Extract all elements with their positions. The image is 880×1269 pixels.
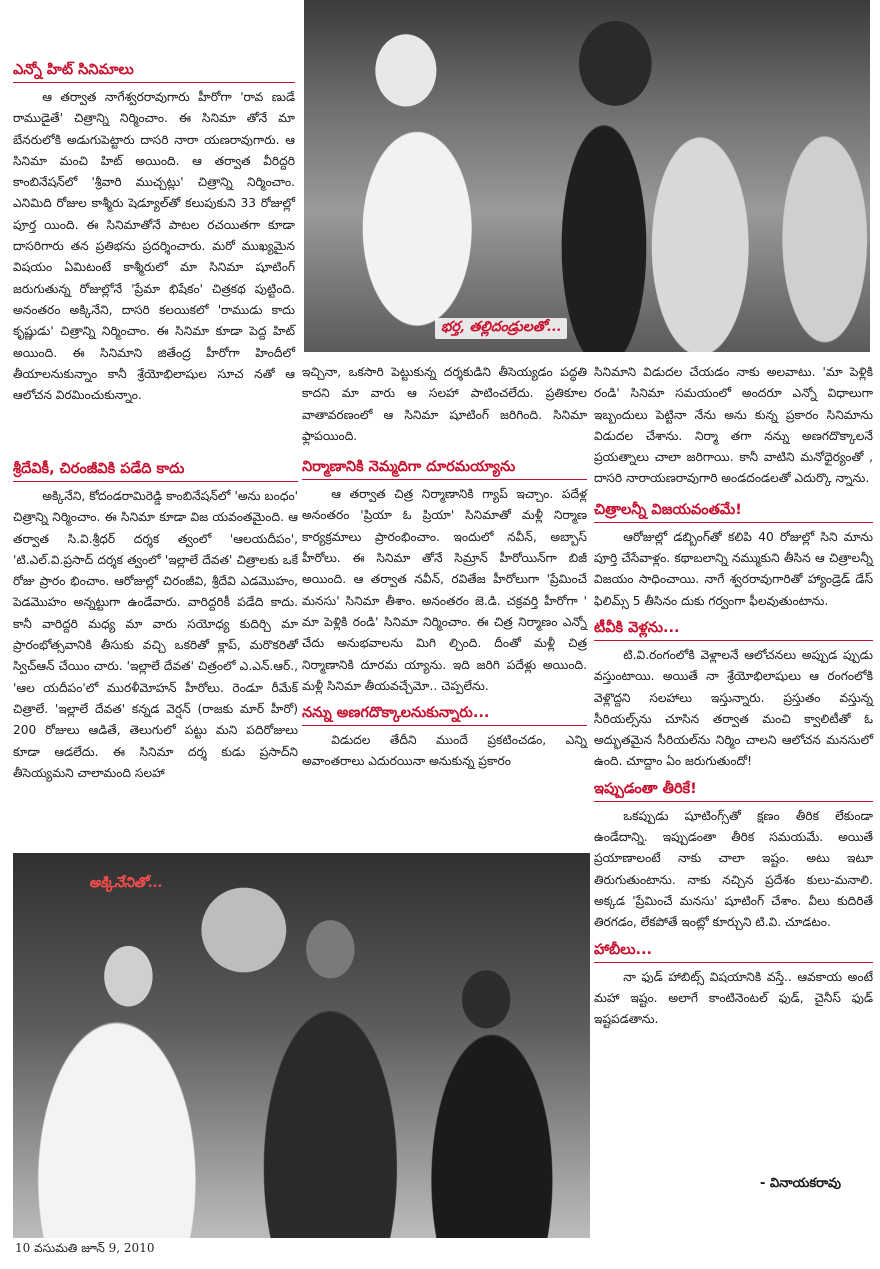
section-heading-suppressed: నన్ను అణగదొక్కాలనుకున్నారు... bbox=[302, 703, 587, 726]
column-3 bbox=[594, 362, 873, 1030]
paragraph: ఆ తర్వాత చిత్ర నిర్మాణానికి గ్యాప్ ఇచ్చాం. పదేళ్ల అనంతరం 'ప్రియా ఓ ప్రియా' సినిమాతో మళ్లీ నిర్మాణ కార్యక్రమాలు ప్రారంభించాం. ఇందులో నవీన్, అబ్బాస్ హీరోలు. ఈ సినిమా తోనే సిమ్రాన్ హీరోయిన్‌గా బిజీ అయింది. ఆ తర్వాత నవీన్, రవితేజ హీరోలుగా 'ప్రేమించే మనసు' సినిమా తీశాం. అనంతరం జె.డి. చక్రవర్తి హీరోగా ' మా పెళ్లికి రండి' సినిమా నిర్మించాం. ఈ చిత్ర నిర్మాణం ఎన్నో చేదు అనుభవాలను మిగి ల్చింది. దీంతో మళ్లీ చిత్ర నిర్మాణానికి దూరమ య్యాను. ఇది జరిగి పదేళ్లు అయింది. మళ్లీ సినిమా తీయవచ్చేమో.. చెప్పలేను. bbox=[302, 487, 587, 693]
column-1-lower bbox=[13, 459, 298, 784]
paragraph: ఆ తర్వాత నాగేశ్వరరావుగారు హీరోగా 'రావ ణుడే రాముడైతే' చిత్రాన్ని నిర్మించాం. ఈ సినిమా తోనే మా బేనరులోకి అడుగుపెట్టారు దాసరి నారా యణరావుగారు. ఆ సినిమా మంచి హిట్ అయింది. ఆ తర్వాత వీరిద్దరి కాంబినేషన్‌లో 'శ్రీవారి ముచ్చట్లు' చిత్రాన్ని నిర్మించాం. ఎనిమిది రోజుల కాశ్మీరు షెడ్యూల్‌తో కలుపుకుని 33 రోజుల్లో పూర్త యింది. ఈ సినిమాతోనే పాటల రచయితగా కూడా దాసరిగారు తన ప్రతిభను ప్రదర్శించారు. మరో ముఖ్యమైన విషయం ఏమిటంటే కాశ్మీరులో మా సినిమా షూటింగ్ జరుగుతున్న రోజుల్లోనే 'ప్రేమా భిషేకం' చిత్రకథ పుట్టింది. అనంతరం అక్కినేని, దాసరి కలయికలో 'రాముడు కాదు కృష్ణుడు' చిత్రాన్ని నిర్మించాం. ఈ సినిమా కూడా పెద్ద హిట్ అయింది. ఈ సినిమాని జితేంద్ర హీరోగా హిందీలో తీయాలనుకున్నాం కానీ శ్రేయోభిలాషుల సూచ నతో ఆ ఆలోచన విరమించుకున్నాం. bbox=[13, 90, 295, 403]
section-heading-hit-movies: ఎన్నో హిట్ సినిమాలు bbox=[13, 60, 295, 83]
paragraph: ఇచ్చినా, ఒకసారి పెట్టుకున్న దర్శకుడిని తీసెయ్యడం పద్ధతి కాదని మా వారు ఆ సలహా పాటించలేదు. ప్రతికూల వాతావరణంలో ఆ సినిమా షూటింగ్ జరిగింది. సినిమా ఫ్లాపయింది. bbox=[302, 365, 587, 443]
photo-caption-bottom: అక్కినేనితో... bbox=[89, 875, 163, 891]
photo-with-husband-and-parents bbox=[304, 0, 870, 352]
photo-with-akkineni bbox=[13, 853, 590, 1238]
author-signature: - వినాయకరావు bbox=[760, 1176, 841, 1191]
section-heading-successful-films: చిత్రాలన్నీ విజయవంతమే! bbox=[594, 500, 873, 523]
paragraph: టి.వి.రంగంలోకి వెళ్లాలనే ఆలోచనలు అప్పుడ ప్పుడు వస్తుంటాయి. అయితే నా శ్రేయోభిలాషులు ఆ రంగంలోకి వెళ్లొద్దని సలహాలు ఇస్తున్నారు. ప్రస్తుతం వస్తున్న సీరియల్స్‌ను చూసిన తర్వాత మంచి క్వాలిటీతో ఓ అద్భుతమైన సీరియల్‌ను నిర్మిం చాలని ఆలోచన మనసులో ఉంది. చూద్దాం ఏం జరుగుతుందో! bbox=[594, 647, 873, 769]
column-1 bbox=[13, 60, 295, 406]
paragraph: సినిమాని విడుదల చేయడం నాకు అలవాటు. 'మా పెళ్లికి రండి' సినిమా సమయంలో అందరూ ఎన్నో విధాలుగా ఇబ్బందులు పెట్టినా నేను అను కున్న ప్రకారం సినిమాను విడుదల చేశాను. నిర్మా తగా నన్ను అణగదొక్కాలనే ప్రయత్నాలు చాలా జరిగాయి. కానీ వాటిని మనోధైర్యంతో , దాసరి నారాయణరావుగారి అండదండలతో ఎదుర్కొ న్నాను. bbox=[594, 365, 873, 486]
paragraph: ఒకప్పుడు షూటింగ్స్‌తో క్షణం తీరిక లేకుండా ఉండేదాన్ని. ఇప్పుడంతా తీరిక సమయమే. అయితే ప్రయాణాలంటే నాకు చాలా ఇష్టం. అటు ఇటూ తిరుగుతుంటాను. నాకు నచ్చిన ప్రదేశం కులు-మనాలి. అక్కడ 'ప్రేమించే మనసు' షూటింగ్ చేశాం. వీలు కుదిరితే తిరగడం, లేకపోతే ఇంట్లో కూర్చుని టి.వి. చూడటం. bbox=[594, 808, 873, 930]
section-heading-free-time: ఇప్పుడంతా తీరికే! bbox=[594, 779, 873, 802]
photo-caption-top: భర్త, తల్లిదండ్రులతో... bbox=[435, 318, 567, 339]
section-heading-production: నిర్మాణానికి నెమ్మదిగా దూరమయ్యాను bbox=[302, 457, 587, 480]
paragraph: ఆరోజుల్లో డబ్బింగ్‌తో కలిపి 40 రోజుల్లో సిని మాను పూర్తి చేసేవాళ్లం. కథాబలాన్ని నమ్ముకుని తీసిన ఆ చిత్రాలన్నీ విజయం సాధించాయి. నాగే శ్వరరావుగారితో హ్యాండ్రెడ్ డేస్ ఫిలిమ్స్ 5 తీసినం దుకు గర్వంగా ఫీలవుతుంటాను. bbox=[594, 529, 873, 608]
section-heading-hobbies: హాబీలు... bbox=[594, 940, 873, 963]
page-footer: 10 వసుమతి జూన్ 9, 2010 bbox=[15, 1241, 155, 1255]
column-2 bbox=[302, 362, 587, 773]
paragraph: అక్కినేని, కోదండరామిరెడ్డి కాంబినేషన్‌లో 'అను బంధం' చిత్రాన్ని నిర్మించాం. ఈ సినిమా కూడా విజ యవంతమైంది. ఆ తర్వాత సి.వి.శ్రీధర్ దర్శక త్వంలో 'ఆలయదీపం', 'టి.ఎల్.వి.ప్రసాద్ దర్శక త్వంలో 'ఇల్లాలే దేవత' చిత్రాలకు ఒకే రోజు ప్రారం భించాం. ఆరోజుల్లో చిరంజీవి, శ్రీదేవి ఎడమొహం, పెడమొహం అన్నట్టుగా ఉండేవారు. వారిద్దరికీ పడేది కాదు. కానీ వారిద్దరి మధ్య మా వారు సయోధ్య కుదిర్చి మా ప్రారంభోత్సవానికి తీసుకు వచ్చి ఒకరితో క్లాప్, మరొకరితో స్విచ్‌ఆన్ చేయిం చారు. 'ఇల్లాలే దేవత' చిత్రంలో ఎ.ఎన్.ఆర్., 'ఆల యదీపం'లో మురళీమోహన్ హీరోలు. రెండూ రీమేక్ చిత్రాలే. 'ఇల్లాలే దేవత' కన్నడ వెర్షన్ (రాజకు మార్ హీరో) 200 రోజులు ఆడితే, తెలుగులో పట్టు మని పదిరోజులు కూడా ఆడలేదు. ఈ సినిమా దర్శ కుడు ప్రసాద్‌ని తీసెయ్యమని చాలామంది సలహా bbox=[13, 489, 298, 780]
paragraph: విడుదల తేదీని ముందే ప్రకటించడం, ఎన్ని అవాంతరాలు ఎదురయినా అనుకున్న ప్రకారం bbox=[302, 733, 587, 769]
section-heading-tv: టీవీకి వెళ్లను... bbox=[594, 618, 873, 641]
section-heading-sridevi-chiranjeevi: శ్రీదేవికీ, చిరంజీవికి పడేది కాదు bbox=[13, 459, 298, 482]
paragraph: నా ఫుడ్ హాబిట్స్ విషయానికి వస్తే.. ఆవకాయ అంటే మహా ఇష్టం. అలాగే కాంటినెంటల్ ఫుడ్, చైనీస్ ఫుడ్ ఇష్టపడతాను. bbox=[594, 969, 873, 1027]
